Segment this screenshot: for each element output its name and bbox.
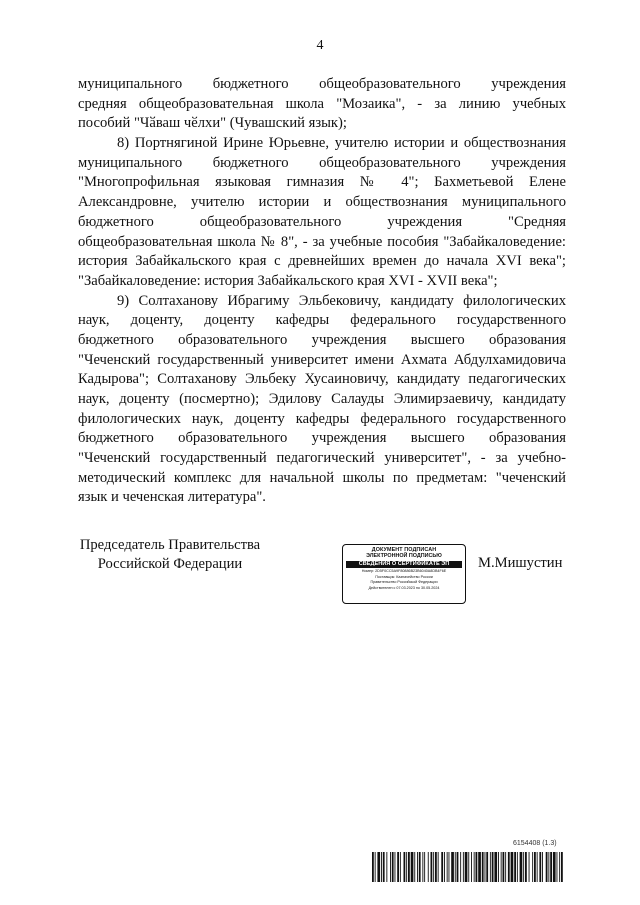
barcode-bar [486, 852, 488, 882]
barcode-bar [414, 852, 415, 882]
barcode-bar [529, 852, 530, 882]
barcode-bar [468, 852, 469, 882]
barcode-bar [392, 852, 394, 882]
text-line: Александровне, учителю истории и обществознания муниципального [78, 194, 566, 211]
text-line: история Забайкальского края с древнейших времен до начала XVI века"; [78, 253, 566, 270]
barcode-bar [375, 852, 376, 882]
barcode-bar [471, 852, 472, 882]
barcode-bar [537, 852, 538, 882]
barcode-bar [542, 852, 543, 882]
barcode-bar [431, 852, 433, 882]
barcode-bar [422, 852, 423, 882]
barcode-bar [548, 852, 549, 882]
barcode-bar [492, 852, 494, 882]
paragraph-1 [78, 75, 566, 134]
barcode-bar [404, 852, 406, 882]
text-line: средняя общеобразовательная школа "Мозаика", - за линию учебных [78, 95, 566, 112]
barcode-bar [463, 852, 464, 882]
barcode-bar [386, 852, 387, 882]
barcode-bar [408, 852, 410, 882]
page-number: 4 [316, 38, 324, 53]
text-line: муниципального бюджетного общеобразовательного учреждения [78, 154, 566, 171]
paragraph-8 [78, 134, 566, 292]
text-line: "Чеченский государственный педагогический университет", - за учебно- [78, 450, 566, 467]
text-line: пособий "Чӑваш чӗлхи" (Чувашский язык); [78, 115, 347, 132]
barcode-bar [501, 852, 502, 882]
text-line: 9) Солтаханову Ибрагиму Эльбековичу, кандидату филологических [117, 292, 566, 309]
barcode [372, 852, 564, 882]
barcode-bar [417, 852, 418, 882]
barcode-bar [455, 852, 456, 882]
barcode-bar [451, 852, 454, 882]
barcode-bar [550, 852, 552, 882]
document-code: 6154408 (1.3) [513, 840, 557, 847]
barcode-bar [424, 852, 425, 882]
signatory-name: М.Мишустин [478, 555, 563, 571]
position-line: Российской Федерации [97, 556, 243, 572]
barcode-bar [428, 852, 429, 882]
barcode-bar [532, 852, 533, 882]
text-line: "Чеченский государственный университет имени Ахмата Абдулхамидовича [78, 351, 566, 368]
barcode-bar [465, 852, 468, 882]
text-line: наук, доценту, доценту кафедры федерального государственного [78, 312, 566, 329]
barcode-bar [438, 852, 439, 882]
body-text [78, 75, 566, 508]
electronic-signature-stamp [342, 544, 466, 604]
barcode-bar [523, 852, 524, 882]
text-line: общеобразовательная школа № 8", - за учебные пособия "Забайкаловедение: [78, 233, 566, 250]
text-line: бюджетного образовательного учреждения высшего образования [78, 430, 566, 447]
text-line: Кадырова"; Солтаханову Эльбеку Хусаиновичу, кандидату педагогических [78, 371, 566, 388]
barcode-bar [485, 852, 486, 882]
barcode-bar [525, 852, 527, 882]
barcode-bar [444, 852, 445, 882]
barcode-bar [397, 852, 399, 882]
signatory-position [78, 536, 262, 574]
barcode-bar [372, 852, 374, 882]
barcode-bar [482, 852, 484, 882]
barcode-bar [383, 852, 385, 882]
barcode-bar [441, 852, 443, 882]
barcode-bar [435, 852, 437, 882]
text-line: "Многопрофильная языковая гимназия № 4"; Бахметьевой Елене [78, 174, 566, 191]
barcode-bar [505, 852, 506, 882]
barcode-bar [503, 852, 505, 882]
text-line: 8) Портнягиной Ирине Юрьевне, учителю истории и обществознания [117, 135, 566, 152]
barcode-bar [553, 852, 556, 882]
barcode-bar [498, 852, 499, 882]
barcode-bar [520, 852, 523, 882]
barcode-bar [514, 852, 516, 882]
barcode-bar [478, 852, 481, 882]
barcode-bar [406, 852, 407, 882]
barcode-bar [557, 852, 558, 882]
barcode-bar [517, 852, 518, 882]
barcode-bar [447, 852, 448, 882]
text-line: методический комплекс для начальной школы по предметам: "чеченский [78, 469, 566, 486]
stamp-issuer: Поставщик: Казначейство России [375, 574, 433, 579]
barcode-bar [411, 852, 414, 882]
barcode-bar [511, 852, 514, 882]
barcode-bar [494, 852, 497, 882]
barcode-bar [534, 852, 536, 882]
barcode-bar [419, 852, 421, 882]
text-line: язык и чеченская литература". [78, 489, 266, 506]
text-line: филологических наук, доценту кафедры федерального государственного [78, 410, 566, 427]
barcode-bar [381, 852, 382, 882]
barcode-bar [457, 852, 459, 882]
barcode-bar [400, 852, 401, 882]
text-line: муниципального бюджетного общеобразовательного учреждения [78, 76, 566, 92]
stamp-validity: Действителен с 07.03.2023 по 30.05.2024 [368, 586, 440, 591]
barcode-bar [460, 852, 461, 882]
text-line: "Забайкаловедение: история Забайкальского края XVI - XVII века"; [78, 272, 498, 289]
stamp-owner: Правительство Российской Федерации [370, 580, 438, 585]
barcode-bar [476, 852, 478, 882]
barcode-bar [546, 852, 548, 882]
barcode-bar [433, 852, 434, 882]
stamp-certificate-number: Номер: 2D5F0CC5A9F80886B23B6040A8DB4F6E [361, 568, 447, 573]
text-line: бюджетного образовательного учреждения высшего образования [78, 331, 566, 348]
barcode-bar [474, 852, 475, 882]
text-line: наук, доценту (посмертно); Эдилову Салауды Элимирзаевичу, кандидату [78, 391, 566, 407]
barcode-bar [561, 852, 563, 882]
barcode-bar [490, 852, 491, 882]
barcode-bar [539, 852, 541, 882]
stamp-certificate-header: СВЕДЕНИЯ О СЕРТИФИКАТЕ ЭП [346, 561, 462, 568]
barcode-bar [390, 852, 391, 882]
barcode-bar [508, 852, 510, 882]
barcode-bar [395, 852, 396, 882]
position-line: Председатель Правительства [79, 537, 261, 553]
barcode-bar [449, 852, 450, 882]
text-line: бюджетного общеобразовательного учреждения "Средняя [78, 213, 566, 230]
stamp-title: ДОКУМЕНТ ПОДПИСАН [371, 547, 437, 553]
barcode-bar [377, 852, 380, 882]
stamp-subtitle: ЭЛЕКТРОННОЙ ПОДПИСЬЮ [366, 553, 442, 560]
paragraph-9 [78, 292, 566, 509]
barcode-bar [559, 852, 560, 882]
